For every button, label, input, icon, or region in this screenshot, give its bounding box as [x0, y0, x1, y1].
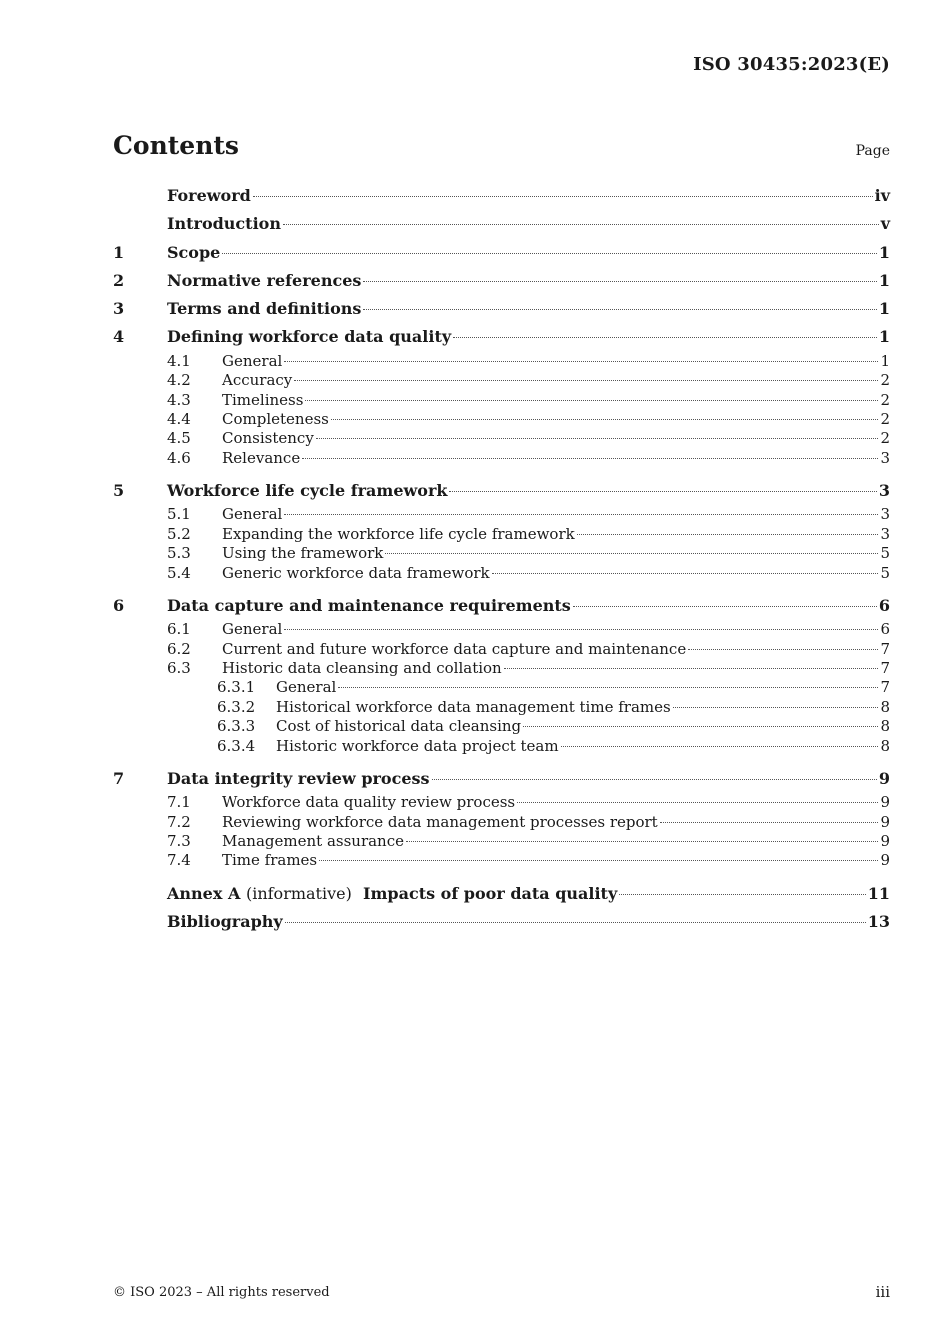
toc-entry[interactable]: [113, 640, 890, 659]
toc-entry-title: Scope: [167, 242, 221, 262]
toc-entry-page: 8: [880, 717, 890, 736]
toc-entry-number: 7.1: [167, 793, 191, 812]
dot-leader: [316, 438, 879, 439]
dot-leader: [561, 746, 879, 747]
dot-leader: [294, 380, 878, 381]
dot-leader: [577, 534, 879, 535]
contents-heading: Contents: [113, 131, 240, 160]
toc-entry[interactable]: [113, 525, 890, 544]
toc-entry-number: 4.3: [167, 390, 191, 409]
toc-entry-title: Using the framework: [222, 544, 384, 563]
toc-section-gap: [113, 583, 890, 592]
dot-leader: [523, 726, 878, 727]
toc-entry[interactable]: [113, 323, 890, 351]
toc-entry-title: Workforce life cycle framework: [167, 481, 448, 501]
toc-entry-number: 6.3.2: [217, 697, 256, 716]
toc-entry-title: Expanding the workforce life cycle framework: [222, 524, 575, 543]
toc-entry[interactable]: [113, 295, 890, 323]
toc-entry-page: 2: [880, 371, 890, 390]
dot-leader: [253, 196, 873, 197]
toc-entry-title: Consistency: [222, 429, 314, 448]
toc-entry[interactable]: [113, 371, 890, 390]
toc-entry-page: 9: [880, 851, 890, 870]
dot-leader: [302, 458, 878, 459]
toc-entry-title: Bibliography: [167, 912, 283, 932]
dot-leader: [319, 860, 878, 861]
dot-leader: [283, 224, 879, 225]
toc-entry-number: 6.3.3: [217, 717, 256, 736]
toc-entry-number: 5.3: [167, 544, 191, 563]
toc-entry[interactable]: [113, 592, 890, 620]
toc-entry-title: Generic workforce data framework: [222, 563, 490, 582]
page-number: iii: [875, 1283, 890, 1301]
toc-entry-page: 8: [880, 736, 890, 755]
dot-leader: [363, 309, 876, 310]
toc-section-gap: [113, 468, 890, 477]
toc-entry-title: Current and future workforce data capture and maintenance: [222, 639, 687, 658]
annex-label: Annex A: [167, 883, 241, 903]
toc-entry[interactable]: [113, 505, 890, 524]
toc-entry-title: Normative references: [167, 270, 362, 290]
toc-entry-number: 7.3: [167, 832, 191, 851]
toc-entry-page: 7: [880, 678, 890, 697]
dot-leader: [673, 707, 879, 708]
toc-entry-title: Historic workforce data project team: [276, 736, 559, 755]
dot-leader: [660, 822, 879, 823]
annex-note: (informative): [245, 883, 352, 903]
dot-leader: [284, 629, 878, 630]
dot-leader: [222, 253, 877, 254]
toc-entry[interactable]: [113, 449, 890, 468]
toc-entry-number: 6.2: [167, 639, 191, 658]
toc-entry-title: Historic data cleansing and collation: [222, 659, 502, 678]
toc-entry-number: 6: [113, 595, 125, 615]
toc-entry-number: 6.3: [167, 659, 191, 678]
toc-entry-page: 7: [880, 639, 890, 658]
toc-entry[interactable]: [113, 352, 890, 371]
toc-entry-title: Relevance: [222, 448, 301, 467]
toc-entry-page: 3: [878, 481, 890, 501]
toc-entry-number: 5.1: [167, 505, 191, 524]
toc-entry[interactable]: [113, 717, 890, 736]
dot-leader: [453, 337, 877, 338]
dot-leader: [363, 281, 876, 282]
toc-entry-page: 5: [880, 544, 890, 563]
toc-entry-page: 2: [880, 429, 890, 448]
dot-leader: [619, 894, 866, 895]
table-of-contents: [113, 182, 890, 936]
dot-leader: [517, 802, 878, 803]
toc-entry[interactable]: [113, 544, 890, 563]
toc-entry[interactable]: [113, 391, 890, 410]
toc-entry-number: 2: [113, 270, 125, 290]
toc-entry[interactable]: [113, 429, 890, 448]
toc-entry-title: Defining workforce data quality: [167, 327, 452, 347]
toc-entry-title: Time frames: [222, 851, 318, 870]
toc-entry-page: 3: [880, 448, 890, 467]
toc-entry-page: 1: [880, 351, 890, 370]
toc-entry-title: Historical workforce data management time frames: [276, 697, 671, 716]
toc-entry-number: 5.2: [167, 524, 191, 543]
toc-entry-title: Foreword: [167, 186, 251, 205]
toc-entry[interactable]: [113, 851, 890, 870]
dot-leader: [504, 668, 879, 669]
toc-entry-page: 13: [867, 912, 890, 932]
toc-entry-title: Cost of historical data cleansing: [276, 717, 522, 736]
toc-entry[interactable]: [113, 210, 890, 238]
toc-entry-title: Management assurance: [222, 832, 404, 851]
toc-entry-page: v: [880, 214, 890, 234]
toc-entry-number: 1: [113, 242, 125, 262]
dot-leader: [285, 922, 866, 923]
toc-entry[interactable]: [113, 477, 890, 505]
dot-leader: [284, 514, 878, 515]
toc-entry-number: 6.3.1: [217, 678, 256, 697]
toc-entry-page: 6: [880, 620, 890, 639]
toc-entry-page: 6: [878, 595, 890, 615]
toc-entry-page: 9: [880, 812, 890, 831]
toc-entry-number: 4.1: [167, 351, 191, 370]
toc-entry[interactable]: [113, 908, 890, 936]
toc-entry-page: 9: [880, 832, 890, 851]
toc-entry-page: 11: [867, 883, 890, 903]
toc-entry-title: General: [222, 620, 283, 639]
toc-entry[interactable]: [113, 678, 890, 697]
dot-leader: [284, 361, 878, 362]
toc-entry-page: 3: [880, 524, 890, 543]
toc-entry-title: Data capture and maintenance requirements: [167, 595, 571, 615]
toc-entry-title: General: [276, 678, 337, 697]
dot-leader: [305, 400, 878, 401]
toc-entry-number: 4.2: [167, 371, 191, 390]
toc-entry-page: 1: [878, 327, 890, 347]
toc-entry-page: 1: [878, 242, 890, 262]
toc-entry-title: Introduction: [167, 214, 281, 234]
toc-entry-number: 4.6: [167, 448, 191, 467]
toc-entry-page: 7: [880, 659, 890, 678]
toc-entry-page: 9: [878, 769, 890, 789]
toc-entry-title: Completeness: [222, 409, 329, 428]
annex-title: Impacts of poor data quality: [362, 883, 618, 903]
toc-entry[interactable]: [113, 880, 890, 908]
toc-entry-number: 4.4: [167, 409, 191, 428]
copyright-footer: © ISO 2023 – All rights reserved: [113, 1285, 330, 1300]
toc-entry-page: 1: [878, 270, 890, 290]
toc-entry-title: Reviewing workforce data management processes report: [222, 812, 658, 831]
document-id: ISO 30435:2023(E): [693, 54, 890, 75]
toc-entry[interactable]: [113, 659, 890, 678]
dot-leader: [449, 491, 876, 492]
toc-entry[interactable]: [113, 737, 890, 756]
dot-leader: [573, 606, 877, 607]
toc-entry[interactable]: [113, 765, 890, 793]
dot-leader: [492, 573, 879, 574]
toc-entry[interactable]: [113, 564, 890, 583]
toc-entry[interactable]: [113, 267, 890, 295]
toc-entry-page: 8: [880, 697, 890, 716]
toc-entry-number: 4: [113, 327, 125, 347]
toc-entry-page: iv: [874, 186, 890, 205]
toc-entry[interactable]: [113, 813, 890, 832]
toc-entry-page: 3: [880, 505, 890, 524]
toc-entry-number: 5.4: [167, 563, 191, 582]
toc-entry-number: 7: [113, 769, 125, 789]
toc-entry-title: Data integrity review process: [167, 769, 430, 789]
toc-entry-title: [167, 880, 617, 908]
toc-entry-page: 1: [878, 299, 890, 319]
toc-entry[interactable]: [113, 832, 890, 851]
toc-entry-number: 6.3.4: [217, 736, 256, 755]
dot-leader: [331, 419, 879, 420]
toc-entry-page: 2: [880, 409, 890, 428]
toc-entry-number: 4.5: [167, 429, 191, 448]
toc-section-gap: [113, 871, 890, 880]
toc-entry-page: 2: [880, 390, 890, 409]
toc-entry-title: Timeliness: [222, 390, 304, 409]
toc-entry-title: Workforce data quality review process: [222, 793, 516, 812]
toc-entry-title: Terms and definitions: [167, 299, 362, 319]
dot-leader: [338, 687, 878, 688]
toc-entry-title: General: [222, 505, 283, 524]
toc-entry[interactable]: [113, 620, 890, 639]
dot-leader: [385, 553, 878, 554]
toc-entry[interactable]: [113, 182, 890, 210]
page-column-label: Page: [855, 143, 890, 159]
toc-entry[interactable]: [113, 698, 890, 717]
toc-entry[interactable]: [113, 410, 890, 429]
dot-leader: [688, 649, 878, 650]
toc-entry-page: 5: [880, 563, 890, 582]
toc-entry-number: 7.4: [167, 851, 191, 870]
toc-entry-number: 6.1: [167, 620, 191, 639]
toc-entry-page: 9: [880, 793, 890, 812]
toc-entry-number: 5: [113, 481, 125, 501]
toc-entry-number: 3: [113, 299, 125, 319]
toc-entry-title: General: [222, 351, 283, 370]
dot-leader: [406, 841, 878, 842]
toc-entry-number: 7.2: [167, 812, 191, 831]
toc-entry[interactable]: [113, 239, 890, 267]
toc-entry-title: Accuracy: [222, 371, 293, 390]
dot-leader: [432, 779, 877, 780]
toc-section-gap: [113, 756, 890, 765]
toc-entry[interactable]: [113, 793, 890, 812]
